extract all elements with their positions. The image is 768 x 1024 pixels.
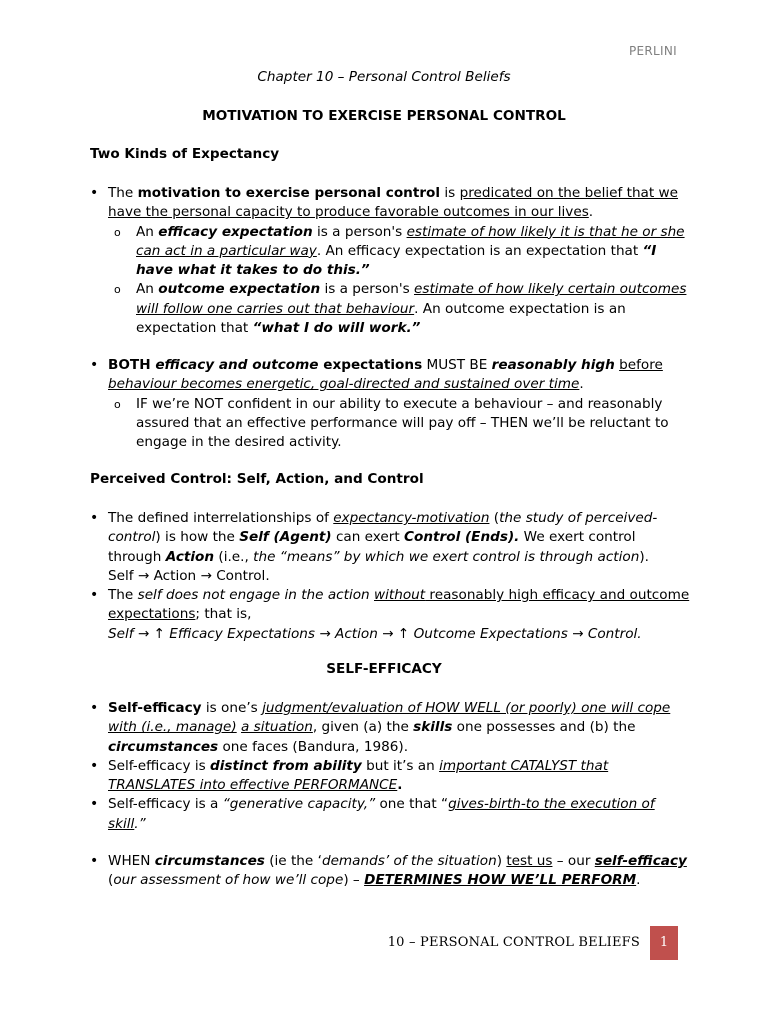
header-author: PERLINI — [629, 44, 677, 58]
page-number-badge: 1 — [650, 926, 678, 960]
expectations-chain: Self → ↑ Efficacy Expectations → Action → ↑ Outcome Expectations → Control. — [108, 625, 642, 642]
main-title: MOTIVATION TO EXERCISE PERSONAL CONTROL — [202, 108, 566, 124]
bullet-circumstances: • WHEN circumstances (ie the ‘demands’ of the situation) test us – our self-efficacy (our assessment of how we’ll cope) – DETERMINES HOW WE’LL PERFORM. — [90, 852, 690, 891]
sub-bullet-reluctance: o IF we’re NOT confident in our ability to execute a behaviour – and reasonably assured that an effective performance will pay off – THEN we’ll be reluctant to engage in the desired activity. — [108, 395, 690, 453]
bullet-distinct-from-ability: • Self-efficacy is distinct from ability but it’s an important CATALYST that TRANSLATES into effective PERFORMANCE. — [90, 757, 690, 796]
bullet-self-action: • The self does not engage in the action without reasonably high efficacy and outcome expectations; that is, Self → ↑ Efficacy Expectations → Action → ↑ Outcome Expectations → Control. — [90, 586, 690, 644]
self-efficacy-list — [90, 699, 690, 834]
section-heading-expectancy: Two Kinds of Expectancy — [90, 146, 280, 162]
bullet-motivation: • The motivation to exercise personal control is predicated on the belief that we have the personal capacity to produce favorable outcomes in our lives. o An efficacy expectation is a person's estimate of how likely it is that he or she can act in a particular way. An efficacy expectation is an expectation that “I have what it takes to do this.” o An outcome expectation is a person's estimate of how likely certain outcomes will follow one carries out that behaviour. An outcome expectation is an expectation that “what I do will work.” — [90, 184, 690, 338]
chapter-title: Chapter 10 – Personal Control Beliefs — [257, 69, 511, 85]
section-heading-self-efficacy: SELF-EFFICACY — [326, 661, 442, 677]
bullet-generative-capacity: • Self-efficacy is a “generative capacity,” one that “gives-birth-to the execution of skill.” — [90, 795, 690, 834]
bullet-interrelationships: • The defined interrelationships of expectancy-motivation (the study of perceived-control) is how the Self (Agent) can exert Control (Ends). We exert control through Action (i.e., the “means” by which we exert control is through action). Self → Action → Control. — [90, 509, 690, 586]
bullet-both-expectations: • BOTH efficacy and outcome expectations MUST BE reasonably high before behaviour becomes energetic, goal-directed and sustained over time. o IF we’re NOT confident in our ability to execute a behaviour – and reasonably assured that an effective performance will pay off – THEN we’ll be reluctant to engage in the desired activity. — [90, 356, 690, 452]
section-heading-perceived-control: Perceived Control: Self, Action, and Control — [90, 471, 424, 487]
expectancy-list — [90, 184, 690, 338]
sub-bullet-outcome: o An outcome expectation is a person's estimate of how likely certain outcomes will follow one carries out that behaviour. An outcome expectation is an expectation that “what I do will work.” — [108, 280, 690, 338]
both-expectations-list — [90, 356, 690, 452]
self-action-control-chain: Self → Action → Control. — [108, 567, 270, 584]
reluctance-sublist — [108, 395, 690, 453]
perceived-control-list — [90, 509, 690, 644]
sub-bullet-efficacy: o An efficacy expectation is a person's estimate of how likely it is that he or she can act in a particular way. An efficacy expectation is an expectation that “I have what it takes to do this.” — [108, 223, 690, 281]
footer-label: 10 – PERSONAL CONTROL BELIEFS — [387, 935, 640, 950]
expectancy-sublist — [108, 223, 690, 339]
circumstances-list — [90, 852, 690, 891]
bullet-self-efficacy-definition: • Self-efficacy is one’s judgment/evaluation of HOW WELL (or poorly) one will cope with (i.e., manage) a situation, given (a) the skills one possesses and (b) the circumstances one faces (Bandura, 1986). — [90, 699, 690, 757]
